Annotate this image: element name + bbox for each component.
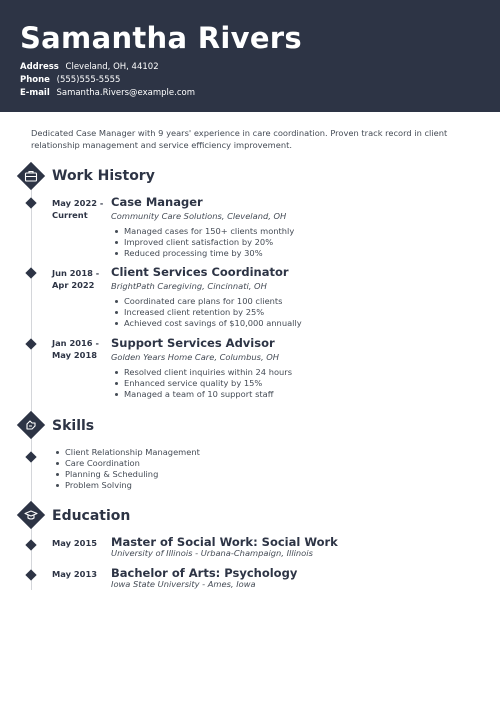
job-achievements <box>111 296 302 329</box>
job-date-end: May 2018 <box>52 350 97 360</box>
list-item: Managed cases for 150+ clients monthly <box>111 226 294 237</box>
education-date: May 2013 <box>52 569 97 579</box>
contact-phone <box>20 74 120 86</box>
skills-list <box>52 447 200 491</box>
list-item: Care Coordination <box>52 458 200 469</box>
work-history-badge <box>17 162 45 190</box>
contact-email <box>20 87 195 99</box>
job-date-start: May 2022 - <box>52 198 104 208</box>
professional-summary: Dedicated Case Manager with 9 years' experience in care coordination. Proven track record in client relationship management and service efficiency improvement. <box>31 128 448 150</box>
list-item: Improved client satisfaction by 20% <box>111 237 294 248</box>
list-item: Resolved client inquiries within 24 hours <box>111 367 292 378</box>
list-item: Reduced processing time by 30% <box>111 248 294 259</box>
timeline-marker <box>25 267 36 278</box>
timeline-marker <box>25 338 36 349</box>
work-history-title: Work History <box>52 168 155 184</box>
job-title: Support Services Advisor <box>111 336 275 350</box>
timeline-marker <box>25 569 36 580</box>
list-item: Enhanced service quality by 15% <box>111 378 292 389</box>
list-item: Increased client retention by 25% <box>111 307 302 318</box>
education-date: May 2015 <box>52 538 97 548</box>
degree-title: Bachelor of Arts: Psychology <box>111 566 298 580</box>
contact-address <box>20 61 159 73</box>
graduation-cap-icon <box>24 508 38 522</box>
timeline-marker <box>25 451 36 462</box>
education-badge <box>17 501 45 529</box>
job-title: Client Services Coordinator <box>111 265 289 279</box>
list-item: Coordinated care plans for 100 clients <box>111 296 302 307</box>
list-item: Managed a team of 10 support staff <box>111 389 292 400</box>
timeline-marker <box>25 197 36 208</box>
contact-value: (555)555-5555 <box>56 75 121 85</box>
job-date-end: Apr 2022 <box>52 280 95 290</box>
list-item: Planning & Scheduling <box>52 469 200 480</box>
school-name: University of Illinois - Urbana-Champaign, Illinois <box>111 548 313 558</box>
contact-value: Samantha.Rivers@example.com <box>56 88 195 98</box>
skills-title: Skills <box>52 418 95 434</box>
contact-label: E-mail <box>20 88 50 98</box>
degree-title: Master of Social Work: Social Work <box>111 535 338 549</box>
school-name: Iowa State University - Ames, Iowa <box>111 579 256 589</box>
candidate-name: Samantha Rivers <box>20 21 302 55</box>
list-item: Achieved cost savings of $10,000 annually <box>111 318 302 329</box>
briefcase-icon <box>24 169 38 183</box>
timeline-marker <box>25 539 36 550</box>
contact-value: Cleveland, OH, 44102 <box>65 62 159 72</box>
job-date-start: Jan 2016 - <box>52 338 99 348</box>
job-date-end: Current <box>52 210 88 220</box>
job-organization: Community Care Solutions, Cleveland, OH <box>111 211 287 221</box>
skills-badge <box>17 411 45 439</box>
list-item: Problem Solving <box>52 480 200 491</box>
contact-label: Address <box>20 62 59 72</box>
resume-header <box>0 0 500 112</box>
contact-label: Phone <box>20 75 50 85</box>
job-organization: BrightPath Caregiving, Cincinnati, OH <box>111 281 267 291</box>
job-organization: Golden Years Home Care, Columbus, OH <box>111 352 280 362</box>
education-title: Education <box>52 508 131 524</box>
job-achievements <box>111 226 294 259</box>
skills-icon <box>24 418 38 432</box>
job-achievements <box>111 367 292 400</box>
job-date-start: Jun 2018 - <box>52 268 100 278</box>
job-title: Case Manager <box>111 195 203 209</box>
list-item: Client Relationship Management <box>52 447 200 458</box>
